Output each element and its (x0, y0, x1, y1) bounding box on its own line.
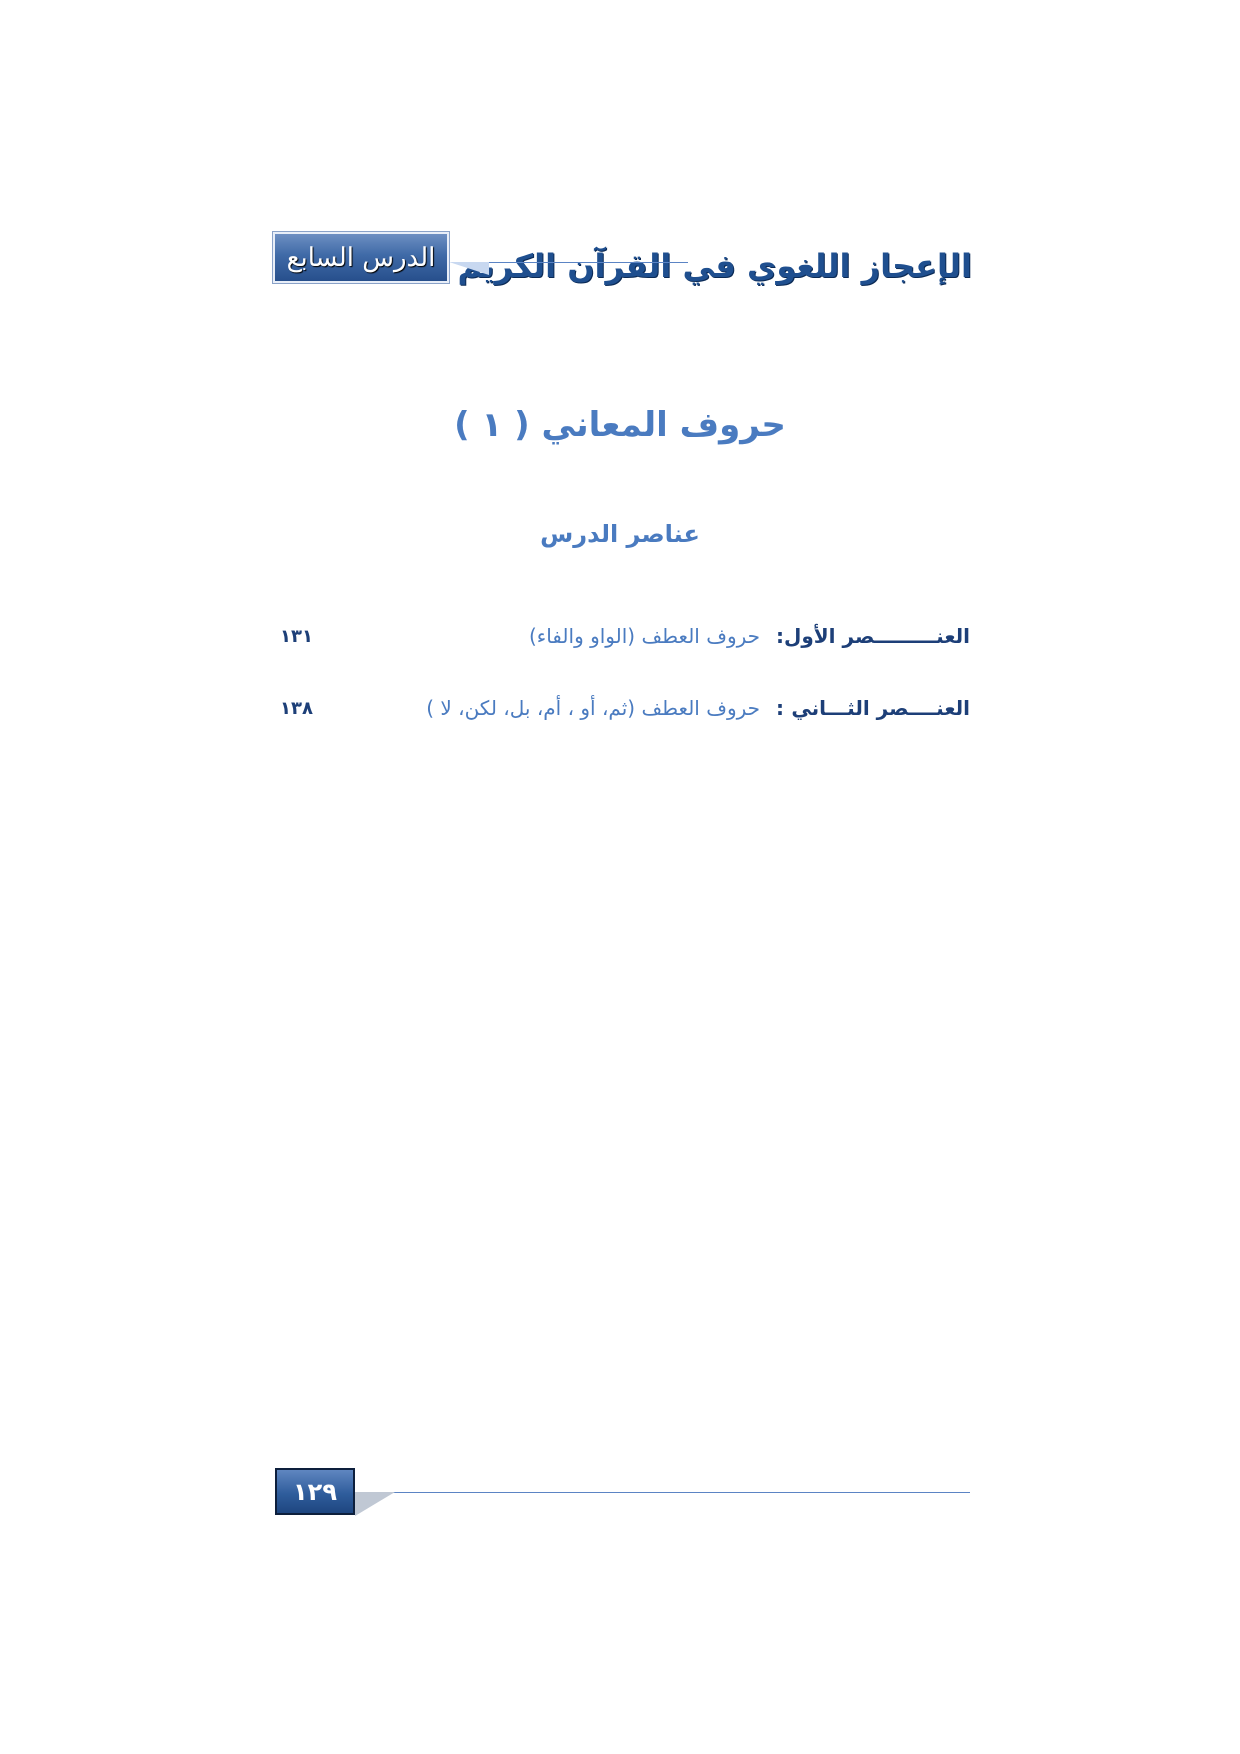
lesson-tag: الدرس السابع (273, 232, 449, 283)
footer-rule (355, 1492, 970, 1493)
toc-colon: : (776, 624, 784, 648)
page-heading: حروف المعاني ( ١ ) (454, 405, 786, 445)
book-title: الإعجاز اللغوي في القرآن الكريم (457, 247, 972, 285)
toc-page-number: ١٣٨ (280, 697, 313, 719)
toc-label: العنــــصر الثـــاني (791, 696, 970, 720)
page-number: ١٢٩ (275, 1468, 355, 1515)
footer-shadow (355, 1492, 395, 1516)
toc-row[interactable] (280, 616, 970, 656)
toc-text: حروف العطف (الواو والفاء) (529, 624, 760, 648)
lesson-tag-shadow (449, 262, 489, 275)
toc-label: العنـــــــــصر الأول (784, 624, 970, 648)
toc-text: حروف العطف (ثم، أو ، أم، بل، لكن، لا ) (426, 696, 760, 720)
toc-colon: : (776, 696, 784, 720)
header-rule (460, 262, 688, 263)
toc-page-number: ١٣١ (280, 625, 313, 647)
section-heading: عناصر الدرس (540, 520, 700, 548)
toc-row[interactable] (280, 688, 970, 728)
